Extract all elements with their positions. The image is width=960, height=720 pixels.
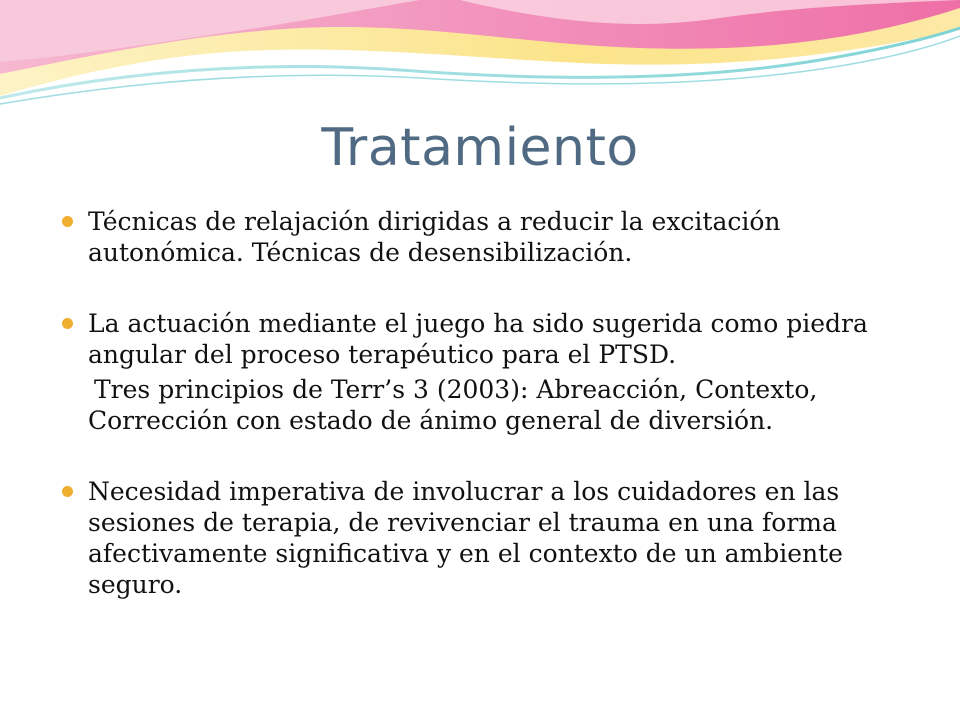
bullet-dot-icon bbox=[62, 486, 73, 497]
bullet-item bbox=[60, 308, 920, 370]
bullet-dot-icon bbox=[62, 216, 73, 227]
decorative-wave-banner bbox=[0, 0, 960, 130]
bullet-text: La actuación mediante el juego ha sido sugerida como piedra angular del proceso terapéutico para el PTSD. bbox=[88, 309, 868, 369]
bullet-text: Necesidad imperativa de involucrar a los cuidadores en las sesiones de terapia, de revivenciar el trauma en una forma afectivamente significativa y en el contexto de un ambiente seguro. bbox=[88, 477, 843, 599]
bullet-subtext: Tres principios de Terr’s 3 (2003): Abreacción, Contexto, Corrección con estado de ánimo general de diversión. bbox=[88, 375, 818, 435]
slide-content bbox=[60, 206, 920, 600]
bullet-text: Técnicas de relajación dirigidas a reducir la excitación autonómica. Técnicas de desensibilización. bbox=[88, 207, 781, 267]
bullet-item bbox=[60, 206, 920, 268]
bullet-dot-icon bbox=[62, 318, 73, 329]
slide-title: Tratamiento bbox=[321, 118, 639, 178]
bullet-item bbox=[60, 476, 920, 600]
